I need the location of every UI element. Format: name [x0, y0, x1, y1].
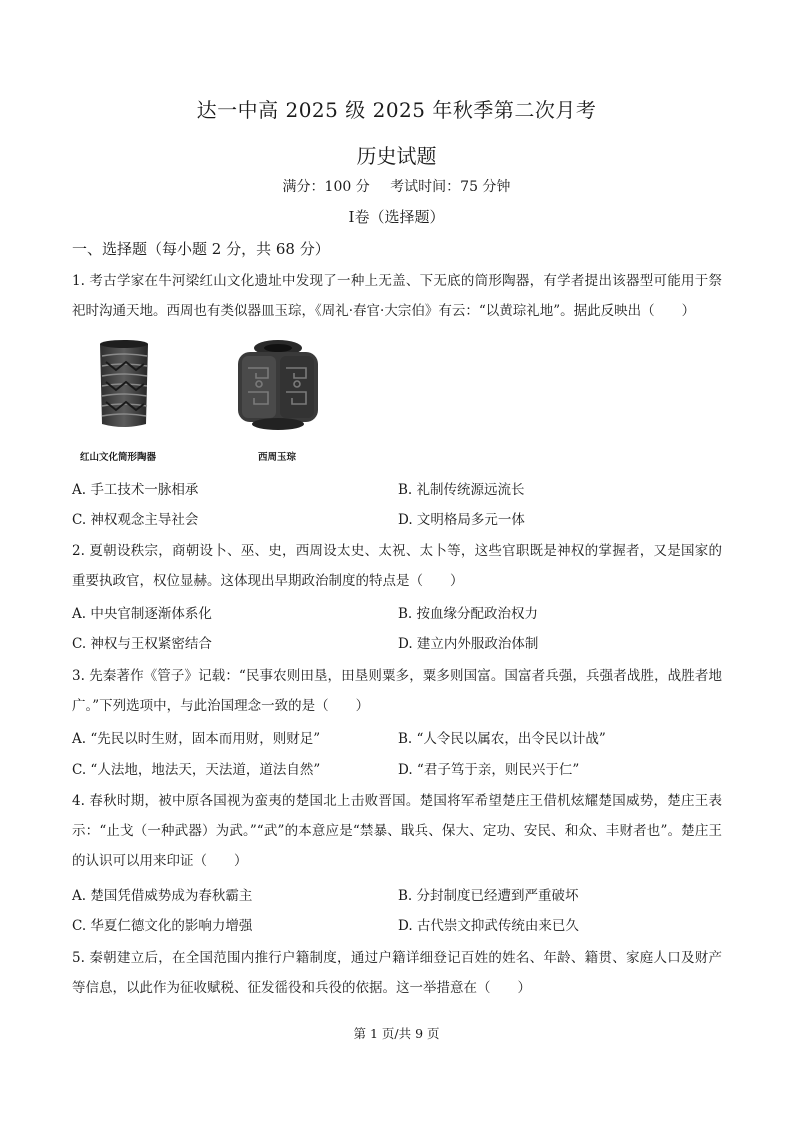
q3-option-c[interactable]: C. “人法地，地法天，天法道，道法自然” — [72, 762, 321, 778]
q2-option-d[interactable]: D. 建立内外服政治体制 — [398, 636, 539, 652]
q2-option-c[interactable]: C. 神权与王权紧密结合 — [72, 636, 212, 652]
page-number: 第 1 页/共 9 页 — [353, 1026, 440, 1041]
volume-label: Ⅰ卷（选择题） — [348, 208, 445, 226]
full-score: 满分：100 分 — [282, 179, 370, 195]
q3-option-b[interactable]: B. “人令民以属农，出令民以计战” — [398, 731, 606, 747]
q4-option-a[interactable]: A. 楚国凭借威势成为春秋霸主 — [72, 888, 253, 904]
q2-option-b[interactable]: B. 按血缘分配政治权力 — [398, 606, 539, 622]
question-4-stem: 4. 春秋时期，被中原各国视为蛮夷的楚国北上击败晋国。楚国将军希望楚庄王借机炫耀楚国威势，楚庄王表示：“止戈（一种武器）为武。”“武”的本意应是“禁暴、戢兵、保大、定功、安民、和众、丰财者也”。楚庄王的认识可以用来印证（ ） — [72, 793, 722, 869]
q1-option-a[interactable]: A. 手工技术一脉相承 — [72, 482, 199, 498]
pottery-caption: 红山文化筒形陶器 — [80, 452, 157, 463]
q1-option-d[interactable]: D. 文明格局多元一体 — [398, 512, 525, 528]
q3-option-a[interactable]: A. “先民以时生财，固本而用财，则财足” — [72, 731, 321, 747]
question-2-stem: 2. 夏朝设秩宗，商朝设卜、巫、史，西周设太史、太祝、太卜等，这些官职既是神权的掌握者，又是国家的重要执政官，权位显赫。这体现出早期政治制度的特点是（ ） — [72, 543, 722, 589]
jade-cong-image — [228, 334, 328, 438]
jade-cong-caption: 西周玉琮 — [258, 452, 297, 463]
subject-title: 历史试题 — [356, 144, 437, 168]
exam-time: 考试时间：75 分钟 — [390, 179, 511, 195]
cylindrical-pottery-image — [80, 334, 180, 438]
q2-option-a[interactable]: A. 中央官制逐渐体系化 — [72, 606, 212, 622]
q4-option-d[interactable]: D. 古代崇文抑武传统由来已久 — [398, 918, 579, 934]
question-3-stem: 3. 先秦著作《管子》记载：“民事农则田垦，田垦则粟多，粟多则国富。国富者兵强，兵强者战胜，战胜者地广。”下列选项中，与此治国理念一致的是（ ） — [72, 668, 722, 714]
q3-option-d[interactable]: D. “君子笃于亲，则民兴于仁” — [398, 762, 580, 778]
q1-option-b[interactable]: B. 礼制传统源远流长 — [398, 482, 525, 498]
q4-option-b[interactable]: B. 分封制度已经遭到严重破坏 — [398, 888, 579, 904]
exam-meta — [0, 176, 793, 196]
exam-title: 达一中高 2025 级 2025 年秋季第二次月考 — [196, 98, 597, 122]
question-5-stem: 5. 秦朝建立后，在全国范围内推行户籍制度，通过户籍详细登记百姓的姓名、年龄、籍贯、家庭人口及财产等信息，以此作为征收赋税、征发徭役和兵役的依据。这一举措意在（ ） — [72, 950, 722, 996]
q1-option-c[interactable]: C. 神权观念主导社会 — [72, 512, 199, 528]
q4-option-c[interactable]: C. 华夏仁德文化的影响力增强 — [72, 918, 253, 934]
question-1-stem: 1. 考古学家在牛河梁红山文化遗址中发现了一种上无盖、下无底的筒形陶器，有学者提出该器型可能用于祭祀时沟通天地。西周也有类似器皿玉琮，《周礼·春官·大宗伯》有云：“以黄琮礼地”。据此反映出（ ） — [72, 273, 722, 319]
section-title: 一、选择题（每小题 2 分，共 68 分） — [72, 240, 330, 258]
